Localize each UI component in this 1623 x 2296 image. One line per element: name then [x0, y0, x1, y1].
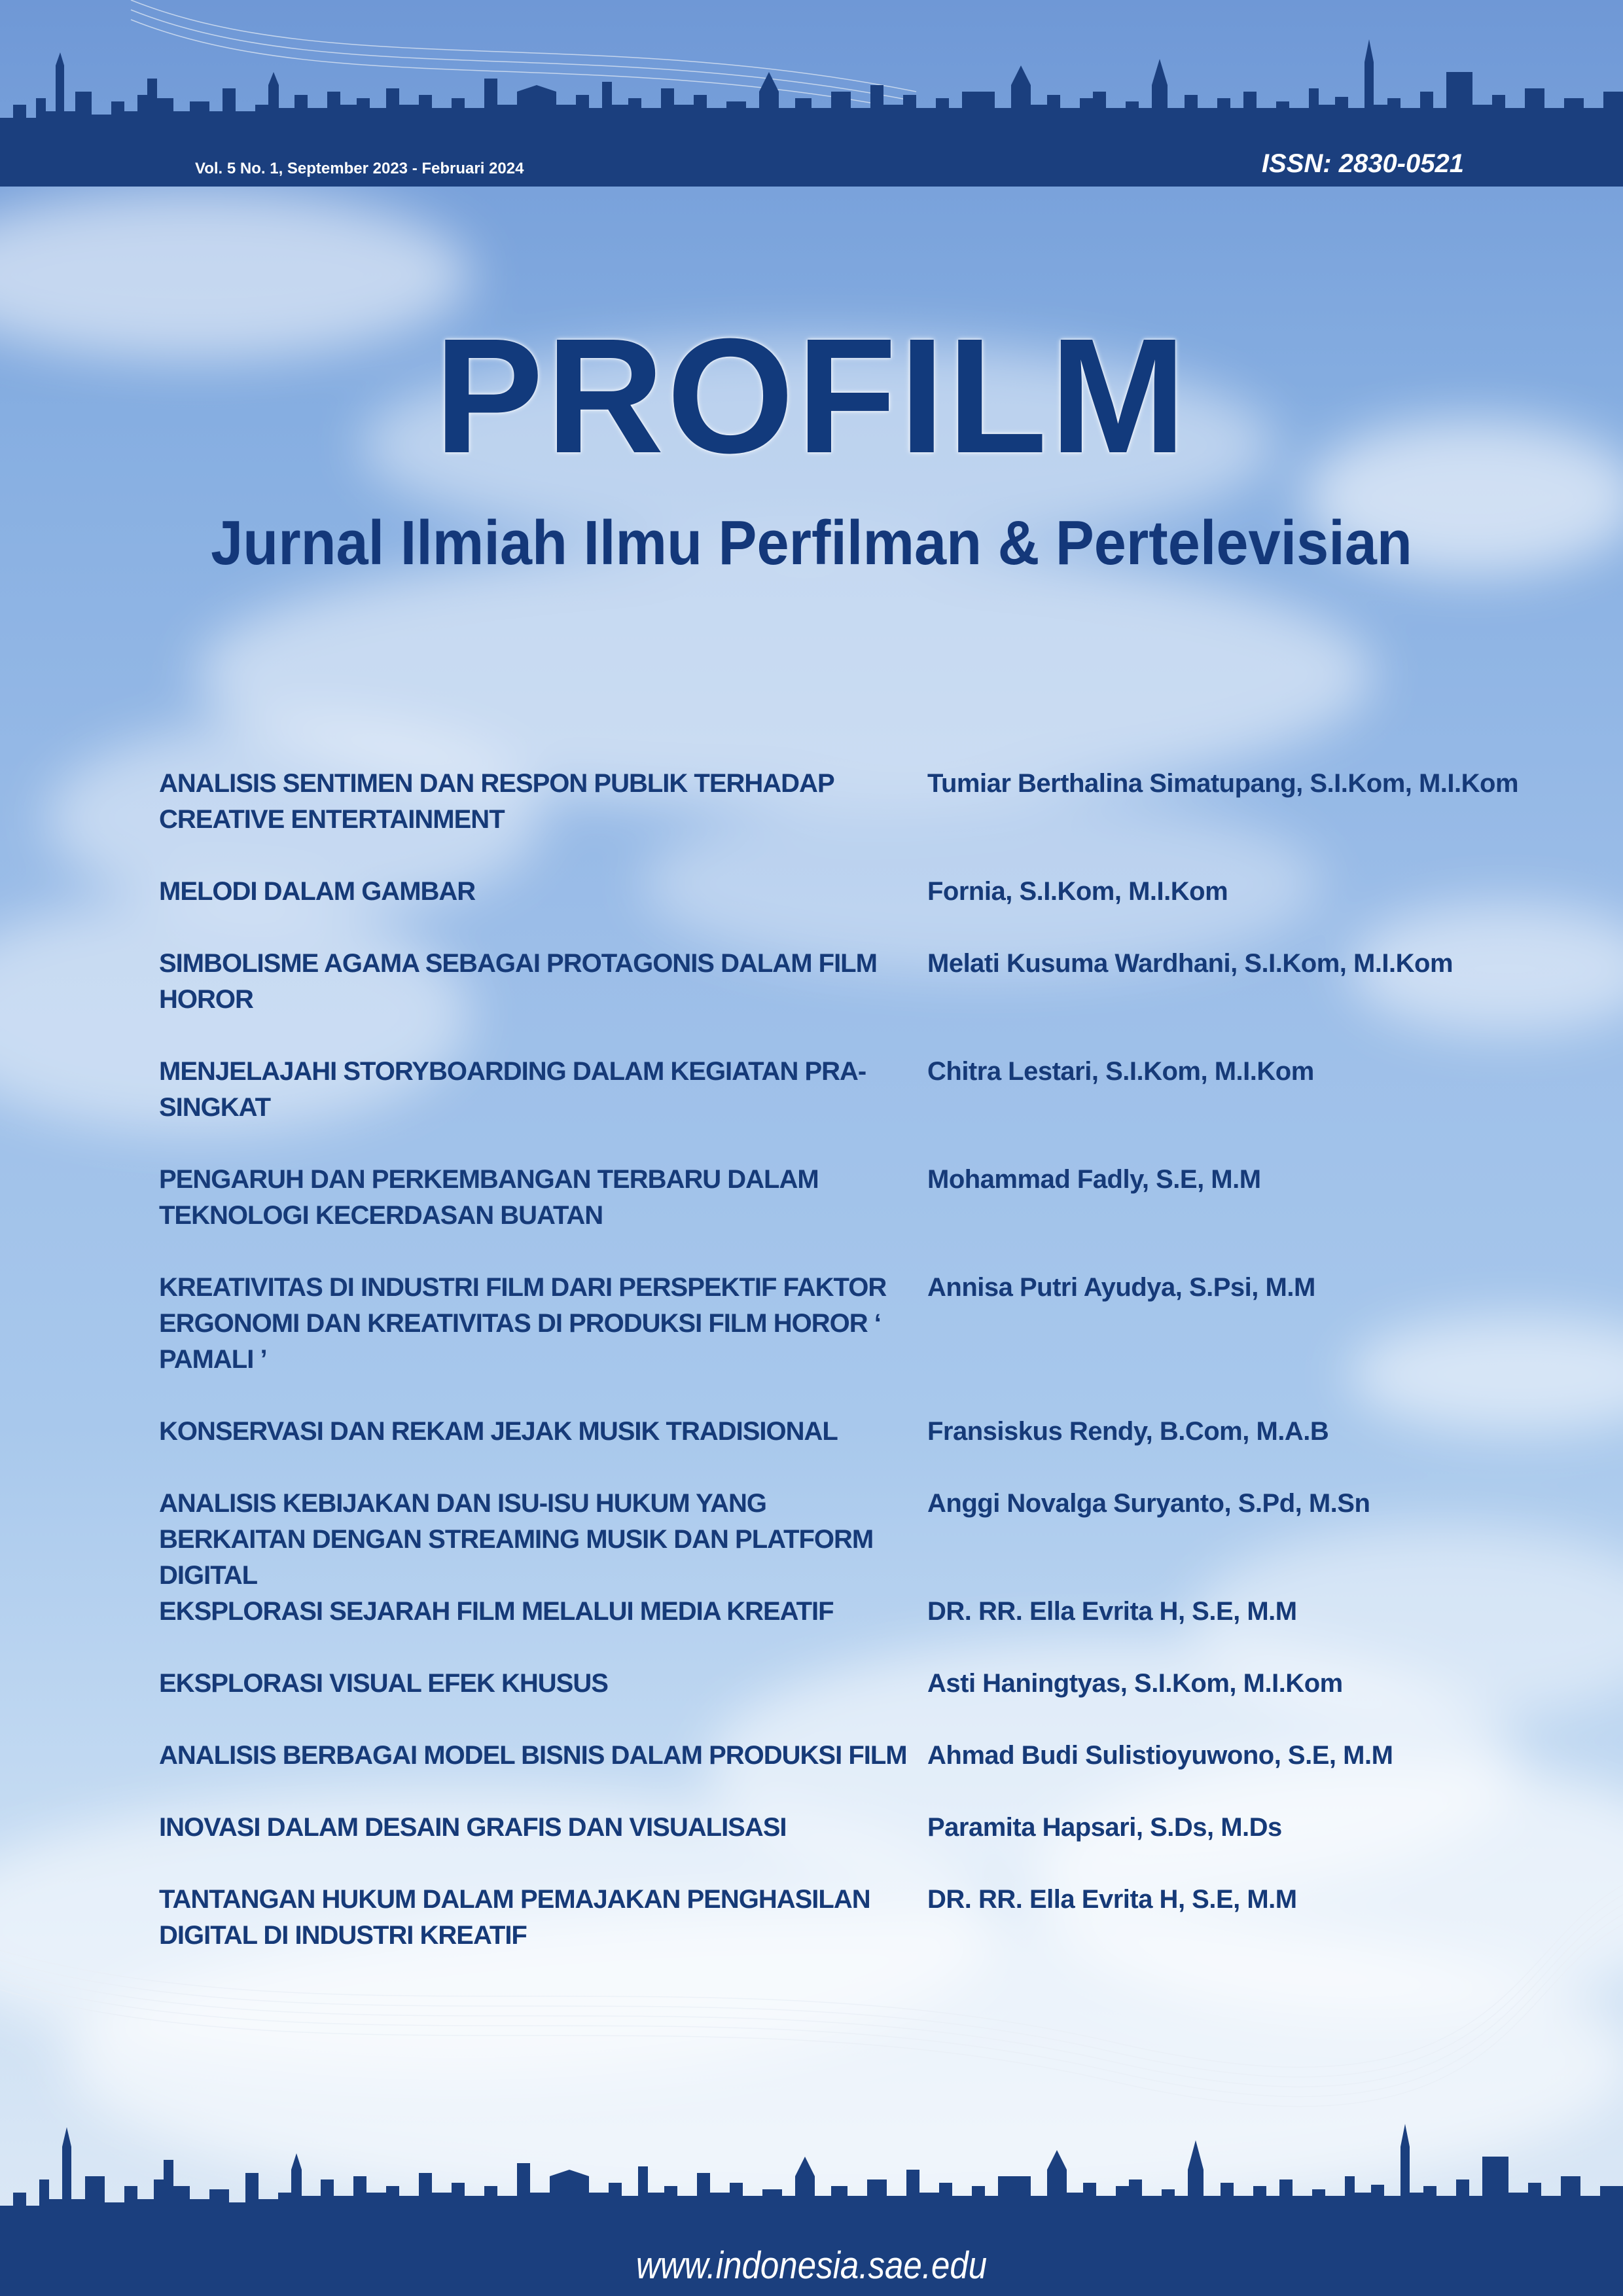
article-entry: [159, 1270, 1507, 1378]
article-author: Anggi Novalga Suryanto, S.Pd, M.Sn: [927, 1489, 1370, 1518]
article-author: Ahmad Budi Sulistioyuwono, S.E, M.M: [927, 1741, 1393, 1770]
article-author: Mohammad Fadly, S.E, M.M: [927, 1165, 1261, 1194]
article-entry: [159, 766, 1519, 838]
article-author: Annisa Putri Ayudya, S.Psi, M.M: [927, 1273, 1315, 1302]
article-title: PENGARUH DAN PERKEMBANGAN TERBARU DALAM TEKNOLOGI KECERDASAN BUATAN: [159, 1165, 819, 1230]
article-author: Asti Haningtyas, S.I.Kom, M.I.Kom: [927, 1669, 1343, 1698]
article-title: EKSPLORASI SEJARAH FILM MELALUI MEDIA KREATIF: [159, 1597, 834, 1626]
article-entry: [159, 1882, 1507, 1954]
city-skyline-top: [0, 26, 1623, 144]
article-author: Fransiskus Rendy, B.Com, M.A.B: [927, 1417, 1329, 1446]
footer-url[interactable]: www.indonesia.sae.edu: [635, 2244, 988, 2287]
article-author: Tumiar Berthalina Simatupang, S.I.Kom, M.I.Kom: [927, 769, 1519, 798]
article-entry: [159, 1594, 1507, 1630]
journal-title: PROFILM: [434, 304, 1189, 487]
article-title: KREATIVITAS DI INDUSTRI FILM DARI PERSPEKTIF FAKTOR ERGONOMI DAN KREATIVITAS DI PRODUKSI FILM HOROR ‘ PAMALI ’: [159, 1273, 887, 1374]
article-title: EKSPLORASI VISUAL EFEK KHUSUS: [159, 1669, 608, 1698]
article-title: ANALISIS BERBAGAI MODEL BISNIS DALAM PRODUKSI FILM: [159, 1741, 907, 1770]
article-title: MENJELAJAHI STORYBOARDING DALAM KEGIATAN PRA-SINGKAT: [159, 1057, 866, 1122]
article-title: ANALISIS KEBIJAKAN DAN ISU-ISU HUKUM YANG BERKAITAN DENGAN STREAMING MUSIK DAN PLATFORM DIGITAL: [159, 1489, 874, 1590]
article-author: Melati Kusuma Wardhani, S.I.Kom, M.I.Kom: [927, 949, 1454, 978]
article-author: DR. RR. Ella Evrita H, S.E, M.M: [927, 1597, 1297, 1626]
article-title: INOVASI DALAM DESAIN GRAFIS DAN VISUALISASI: [159, 1813, 787, 1842]
journal-subtitle: Jurnal Ilmiah Ilmu Perfilman & Pertelevisian: [211, 508, 1412, 578]
article-entry: [159, 1486, 1507, 1590]
article-author: Chitra Lestari, S.I.Kom, M.I.Kom: [927, 1057, 1314, 1086]
article-title: MELODI DALAM GAMBAR: [159, 877, 476, 906]
article-entry: [159, 1738, 1507, 1774]
article-entry: [159, 1054, 1507, 1126]
issn-number: ISSN: 2830-0521: [1261, 149, 1464, 178]
article-author: Fornia, S.I.Kom, M.I.Kom: [927, 877, 1228, 906]
article-entry: [159, 874, 1507, 910]
article-entry: [159, 1162, 1507, 1234]
article-entry: [159, 1414, 1507, 1450]
article-author: DR. RR. Ella Evrita H, S.E, M.M: [927, 1885, 1297, 1914]
article-title: KONSERVASI DAN REKAM JEJAK MUSIK TRADISIONAL: [159, 1417, 838, 1446]
article-entry: [159, 1810, 1507, 1846]
article-author: Paramita Hapsari, S.Ds, M.Ds: [927, 1813, 1282, 1842]
article-entry: [159, 1666, 1507, 1702]
article-title: ANALISIS SENTIMEN DAN RESPON PUBLIK TERHADAP CREATIVE ENTERTAINMENT: [159, 769, 834, 834]
article-title: SIMBOLISME AGAMA SEBAGAI PROTAGONIS DALAM FILM HOROR: [159, 949, 877, 1014]
article-title: TANTANGAN HUKUM DALAM PEMAJAKAN PENGHASILAN DIGITAL DI INDUSTRI KREATIF: [159, 1885, 870, 1950]
city-skyline-bottom: [0, 2094, 1623, 2225]
issue-info: Vol. 5 No. 1, September 2023 - Februari 2024: [195, 160, 524, 177]
article-entry: [159, 946, 1507, 1018]
table-of-contents: [159, 766, 1519, 1954]
